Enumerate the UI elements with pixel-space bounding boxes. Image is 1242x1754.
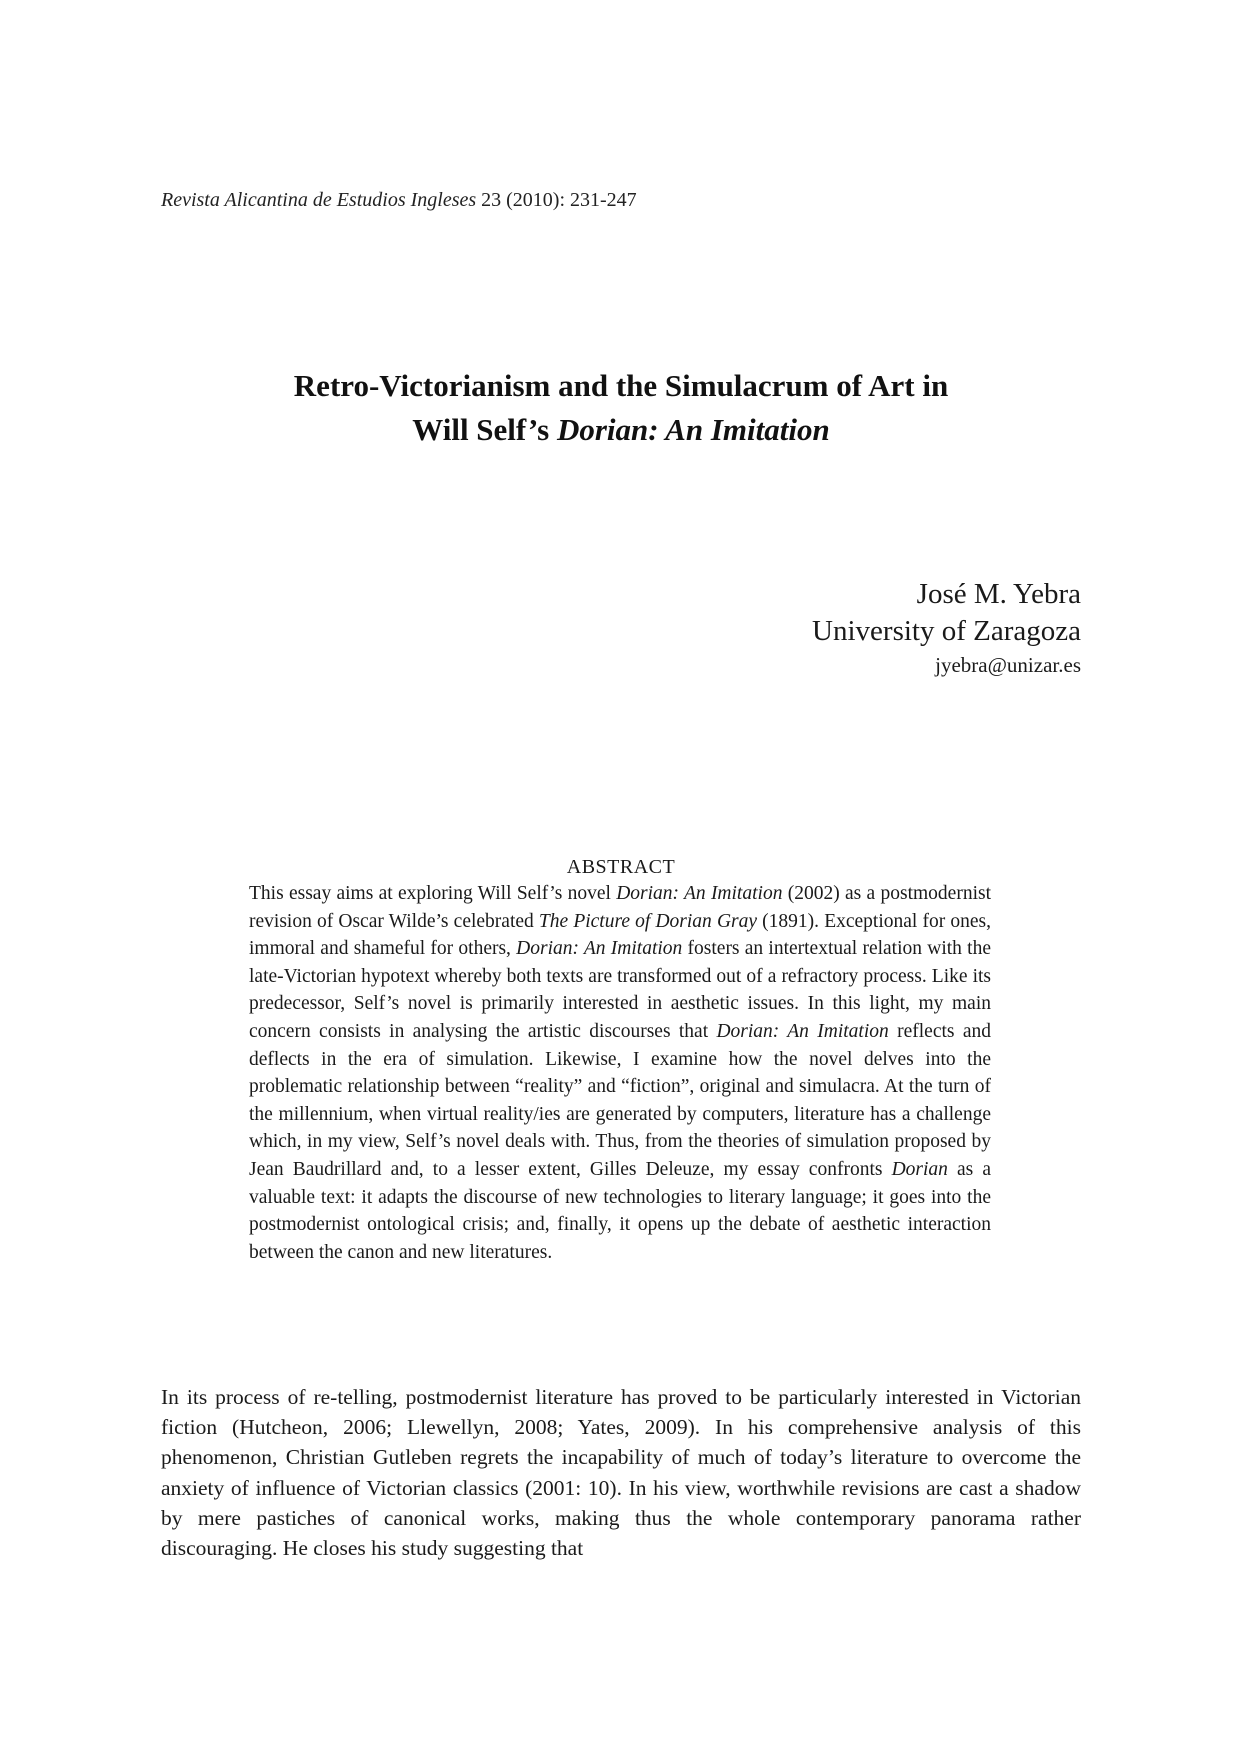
abstract-segment: reflects and deflects in the era of simulation. Likewise, I examine how the novel delves into the problematic relationship between “reality” and “fiction”, original and simulacra. At the turn of the millennium, when virtual reality/ies are generated by computers, literature has a challenge which, in my view, Self’s novel deals with. Thus, from the theories of simulation proposed by Jean Baudrillard and, to a lesser extent, Gilles Deleuze, my essay confronts <box>249 1020 991 1180</box>
article-title <box>120 364 1122 452</box>
abstract-italic: Dorian: An Imitation <box>616 883 783 904</box>
abstract-segment: fosters an intertextual relation with the late-Victorian hypotext whereby both texts are transformed out of a refractory process. Like its predecessor, Self’s novel is primarily interested in aesthetic issues. In this light, my main concern consists in analysing the artistic discourses that <box>249 938 991 1042</box>
body-paragraph: In its process of re-telling, postmodernist literature has proved to be particularly interested in Victorian fiction (Hutcheon, 2006; Llewellyn, 2008; Yates, 2009). In his comprehensive analysis of this phenomenon, Christian Gutleben regrets the incapability of much of today’s literature to overcome the anxiety of influence of Victorian classics (2001: 10). In his view, worthwhile revisions are cast a shadow by mere pastiches of canonical works, making thus the whole contemporary panorama rather discouraging. He closes his study suggesting that <box>161 1385 1081 1561</box>
abstract-italic: Dorian: An Imitation <box>516 938 683 960</box>
abstract-italic: Dorian: An Imitation <box>716 1020 889 1042</box>
title-prefix: Will Self’s <box>412 412 557 447</box>
title-line-1: Retro-Victorianism and the Simulacrum of Art in <box>293 368 949 403</box>
abstract-italic: Dorian <box>891 1158 948 1180</box>
abstract-segment: (1891). Exceptional for ones, immoral and shameful for others, <box>249 910 991 960</box>
journal-citation <box>161 186 637 214</box>
abstract-segment: This essay aims at exploring Will Self’s novel <box>249 883 617 904</box>
author-affiliation: University of Zaragoza <box>812 615 1081 647</box>
abstract-segment: (2002) as a postmodernist revision of Oscar Wilde’s celebrated <box>249 883 992 932</box>
abstract-text <box>249 880 991 1266</box>
author-name: José M. Yebra <box>916 578 1081 610</box>
journal-title: Revista Alicantina de Estudios Ingleses <box>161 189 477 211</box>
title-italic: Dorian: An Imitation <box>556 412 830 447</box>
abstract-heading: ABSTRACT <box>566 856 676 878</box>
title-line-2 <box>120 408 1122 452</box>
author-email: jyebra@unizar.es <box>935 653 1081 677</box>
abstract-segment: as a valuable text: it adapts the discourse of new technologies to literary language; it goes into the postmodernist ontological crisis; and, finally, it opens up the debate of aesthetic interaction between the canon and new literatures. <box>249 1158 992 1263</box>
abstract-italic: The Picture of Dorian Gray <box>538 910 758 932</box>
author-block <box>812 576 1081 680</box>
journal-volume-pages: 23 (2010): 231-247 <box>476 189 637 211</box>
